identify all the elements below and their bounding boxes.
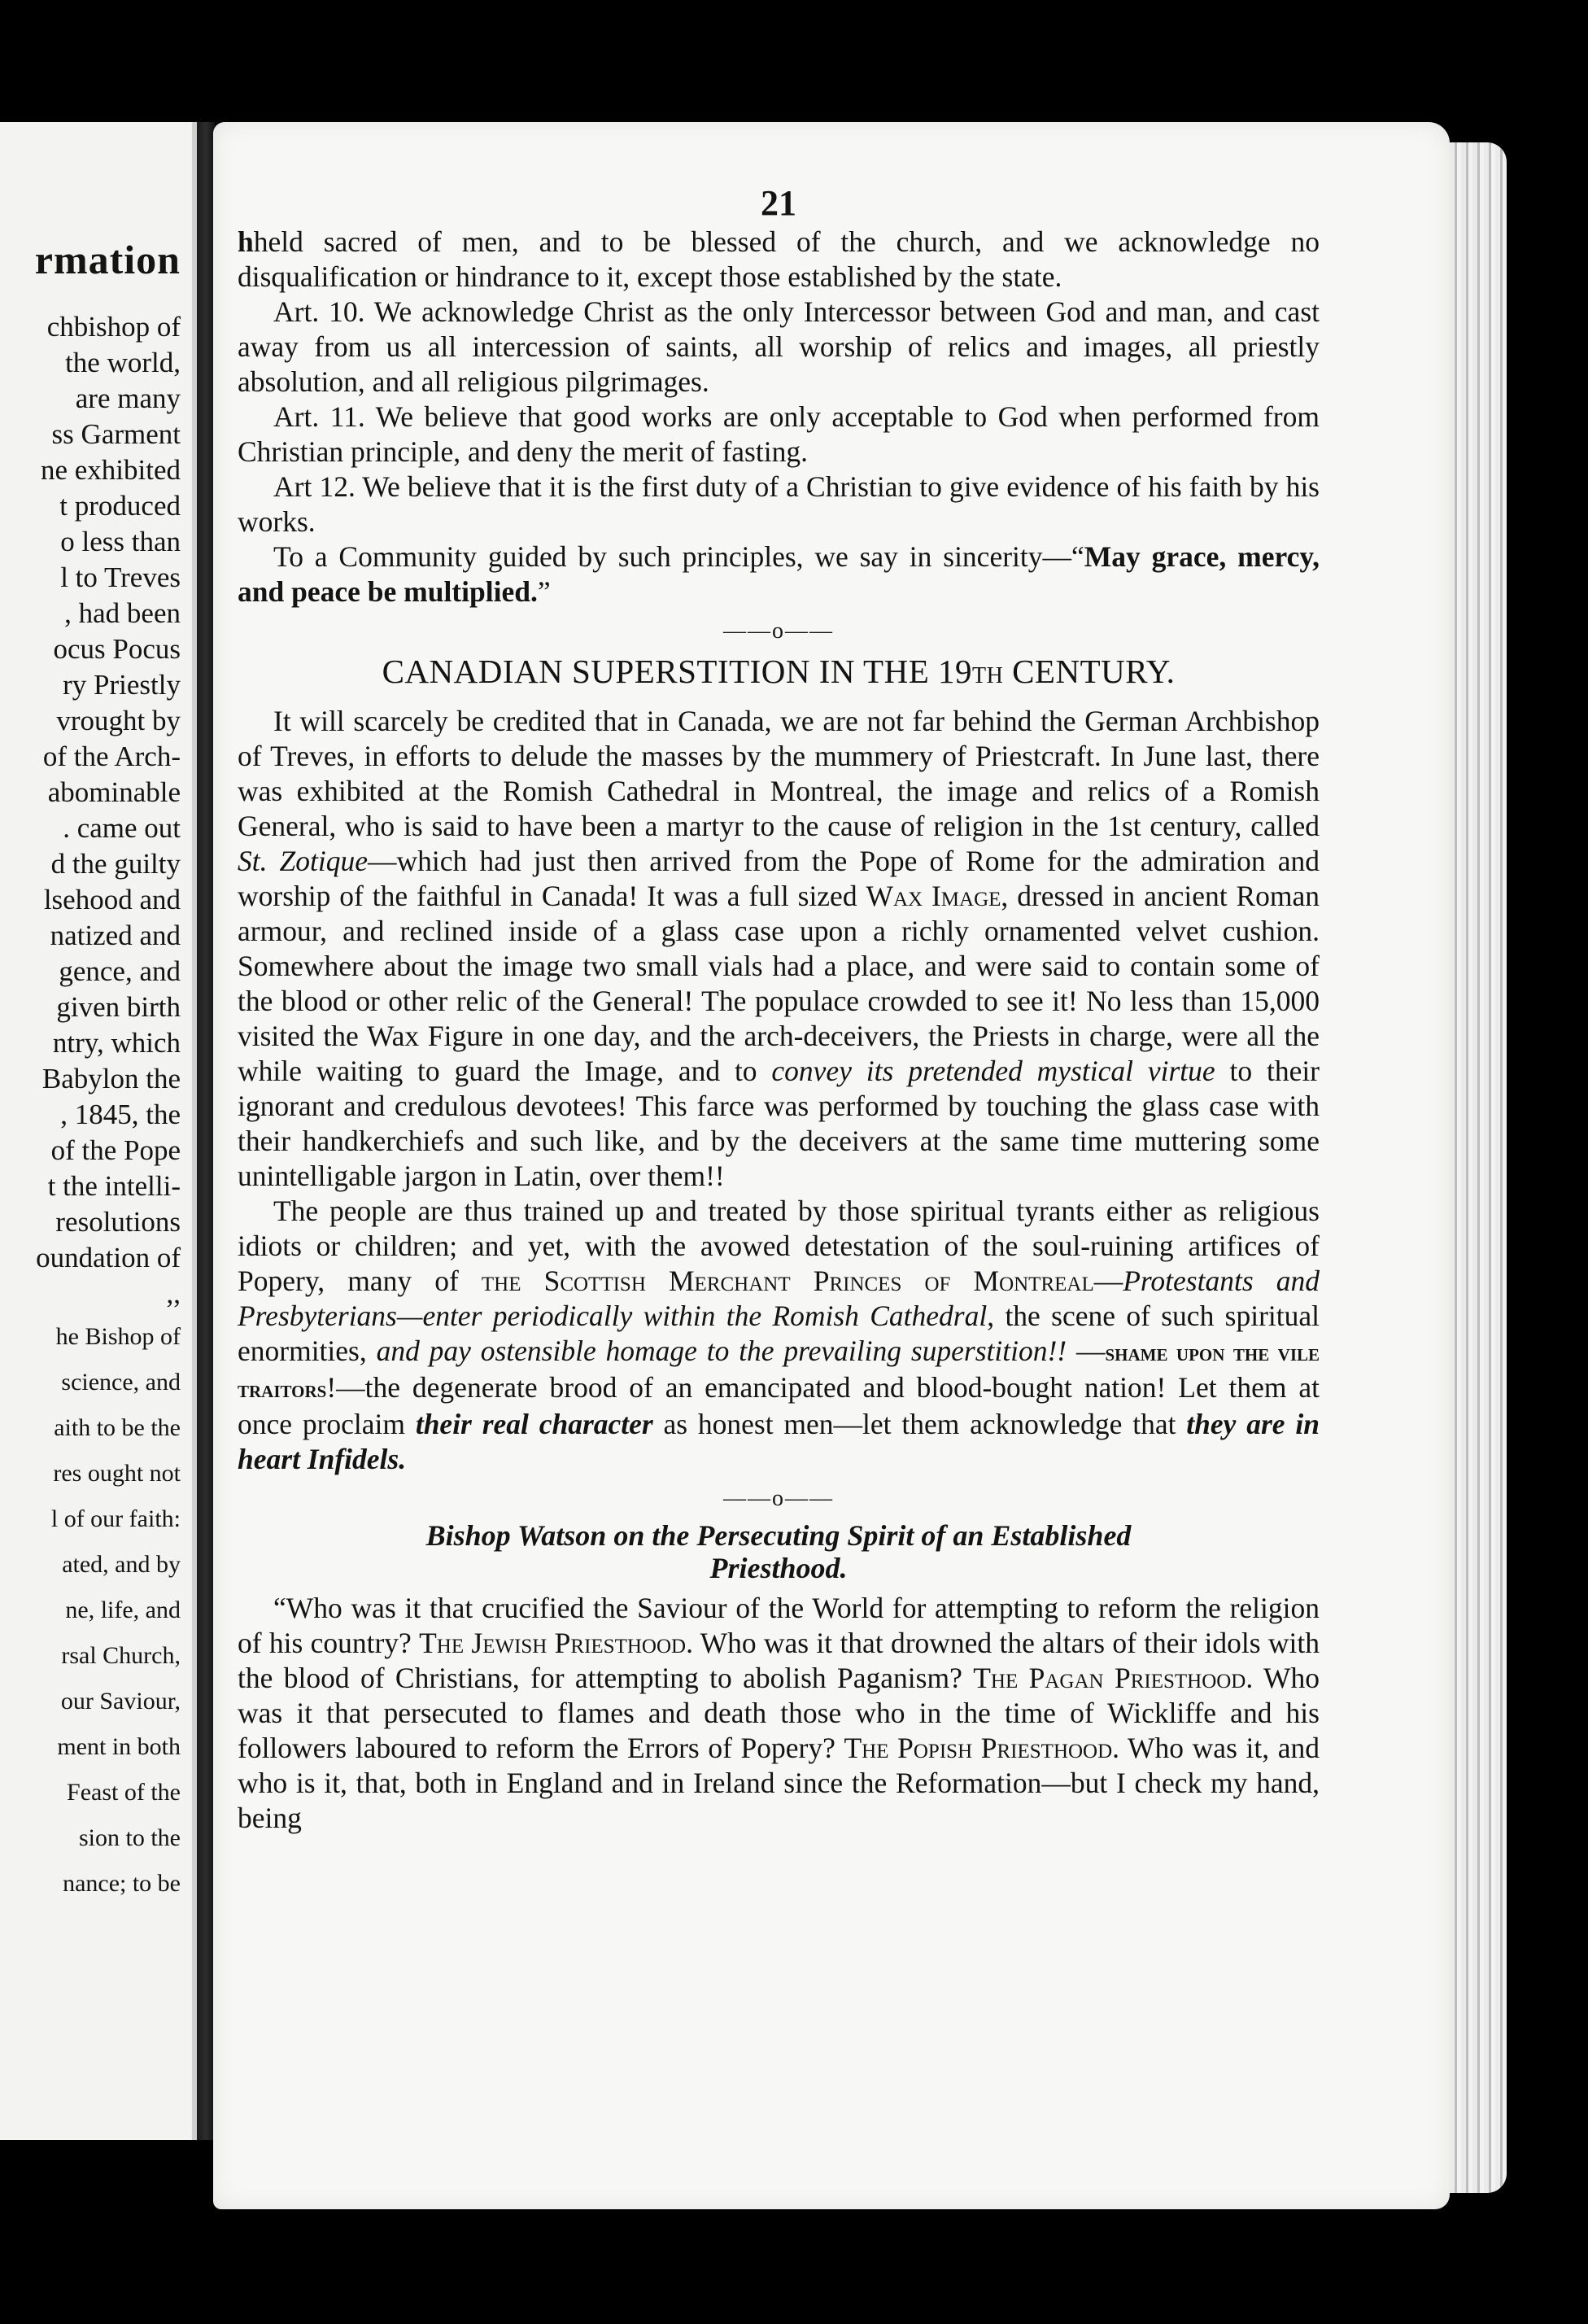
left-page-line: ,, — [166, 1278, 181, 1309]
left-page-line: rsal Church, — [61, 1642, 181, 1669]
article-10: Art. 10. We acknowledge Christ as the only Intercessor between God and man, and cast away from us all intercession of saints, all worship of relics and images, all priestly absolution, and all religious pilgrimages. — [238, 295, 1320, 398]
left-page-line: , had been — [64, 597, 181, 629]
left-page-line: ss Garment — [51, 418, 181, 450]
article-11: Art. 11. We believe that good works are only acceptable to God when performed from Christian principle, and deny the merit of fasting. — [238, 400, 1320, 468]
left-page-line: abominable — [47, 776, 181, 808]
left-page-line: lsehood and — [43, 884, 181, 915]
left-page-line: ry Priestly — [63, 669, 181, 701]
left-page-line: ne exhibited — [40, 454, 181, 486]
section-heading-bishop: Bishop Watson on the Persecuting Spirit of an Established Priesthood. — [425, 1519, 1132, 1584]
left-page-line: nance; to be — [63, 1870, 181, 1897]
left-page-line: l of our faith: — [50, 1505, 181, 1532]
left-page-line: of the Pope — [50, 1134, 181, 1166]
section-heading-canadian: CANADIAN SUPERSTITION IN THE 19TH CENTURY. — [382, 653, 1176, 690]
left-page-line: gence, and — [59, 955, 181, 987]
article-12: Art 12. We believe that it is the first duty of a Christian to give evidence of his faith by his works. — [238, 470, 1320, 538]
left-page-heading: rmation — [34, 237, 181, 282]
left-facing-page — [0, 122, 197, 2140]
left-page-line: res ought not — [53, 1460, 181, 1487]
left-page-line: our Saviour, — [60, 1688, 181, 1715]
left-page-line: natized and — [50, 920, 181, 951]
section-separator: ——o—— — [723, 618, 834, 644]
left-page-line: ocus Pocus — [53, 633, 181, 665]
left-page-line: t produced — [59, 490, 181, 522]
left-page-line: . came out — [63, 812, 181, 844]
left-page-line: d the guilty — [50, 848, 181, 880]
left-page-line: t the intelli- — [47, 1170, 181, 1202]
left-page-line: ntry, which — [52, 1027, 181, 1059]
page-number: 21 — [761, 183, 796, 223]
left-page-line: ment in both — [57, 1733, 181, 1760]
canadian-paragraph-1: It will scarcely be credited that in Canada, we are not far behind the German Archbishop of Treves, in efforts to delude the masses by the mummery of Priestcraft. In June last, there was exhibited at the Romish Cathedral in Montreal, the image and relics of a Romish General, who is said to have been a martyr to the cause of religion in the 1st century, called St. Zotique—which had just then arrived from the Pope of Rome for the admiration and worship of the faithful in Canada! It was a full sized Wax Image, dressed in ancient Roman armour, and reclined inside of a glass case upon a richly ornamented velvet cushion. Somewhere about the image two small vials had a place, and were said to contain some of the blood or other relic of the General! The populace crowded to see it! No less than 15,000 visited the Wax Figure in one day, and the arch-deceivers, the Priests in charge, were all the while waiting to guard the Image, and to convey its pretended mystical virtue to their ignorant and credulous devotees! This farce was performed by touching the glass case with their handkerchiefs and such like, and by the deceivers at the same time muttering some unintelligable jargon in Latin, over them!! — [238, 705, 1320, 1192]
book-gutter — [197, 122, 215, 2140]
left-page-line: oundation of — [36, 1242, 181, 1273]
section-separator-2: ——o—— — [723, 1486, 834, 1511]
left-page-line: chbishop of — [46, 311, 181, 343]
left-page-line: are many — [75, 382, 181, 414]
left-page-line: given birth — [56, 991, 181, 1023]
canadian-paragraph-2: The people are thus trained up and treated by those spiritual tyrants either as religious idiots or children; and yet, with the avowed detestation of the soul-ruining artifices of Popery, many of the Scottish Merchant Princes of Montreal—Protestants and Presbyterians—enter periodically within the Romish Cathedral, the scene of such spiritual enormities, and pay ostensible homage to the prevailing superstition!! —shame upon the vile traitors!—the degenerate brood of an emancipated and blood-bought nation! Let them at once proclaim their real character as honest men—let them acknowledge that they are in heart Infidels. — [238, 1195, 1320, 1475]
left-page-line: , 1845, the — [60, 1099, 181, 1130]
left-page-line: l to Treves — [60, 561, 181, 593]
bishop-paragraph: “Who was it that crucified the Saviour of the World for attempting to reform the religion of his country? The Jewish Priesthood. Who was it that drowned the altars of their idols with the blood of Christians, for attempting to abolish Paganism? The Pagan Priesthood. Who was it that persecuted to flames and death those who in the time of Wickliffe and his followers laboured to reform the Errors of Popery? The Popish Priesthood. Who was it, and who is it, that, both in England and in Ireland since the Reformation—but I check my hand, being — [238, 1592, 1320, 1834]
left-page-line: science, and — [61, 1369, 181, 1396]
article-continuation: hheld sacred of men, and to be blessed of the church, and we acknowledge no disqualification or hindrance to it, except those established by the state. — [238, 225, 1320, 293]
left-page-line: of the Arch- — [42, 740, 181, 772]
left-page-line: Babylon the — [41, 1063, 181, 1094]
closing-benediction: To a Community guided by such principles, we say in sincerity—“May grace, mercy, and peace be multiplied.” — [238, 540, 1320, 608]
page-edges — [1450, 142, 1507, 2193]
left-page-line: resolutions — [55, 1206, 181, 1238]
left-page-line: the world, — [65, 347, 181, 378]
page-content — [238, 183, 1320, 1836]
left-page-line: vrought by — [56, 705, 181, 736]
left-page-line: Feast of the — [67, 1779, 181, 1806]
left-page-line: aith to be the — [54, 1414, 181, 1441]
left-page-line: o less than — [60, 526, 181, 557]
left-page-line: ne, life, and — [65, 1597, 181, 1623]
left-page-line: sion to the — [79, 1824, 181, 1851]
left-page-line: he Bishop of — [55, 1323, 181, 1350]
left-page-line: ated, and by — [62, 1551, 181, 1578]
